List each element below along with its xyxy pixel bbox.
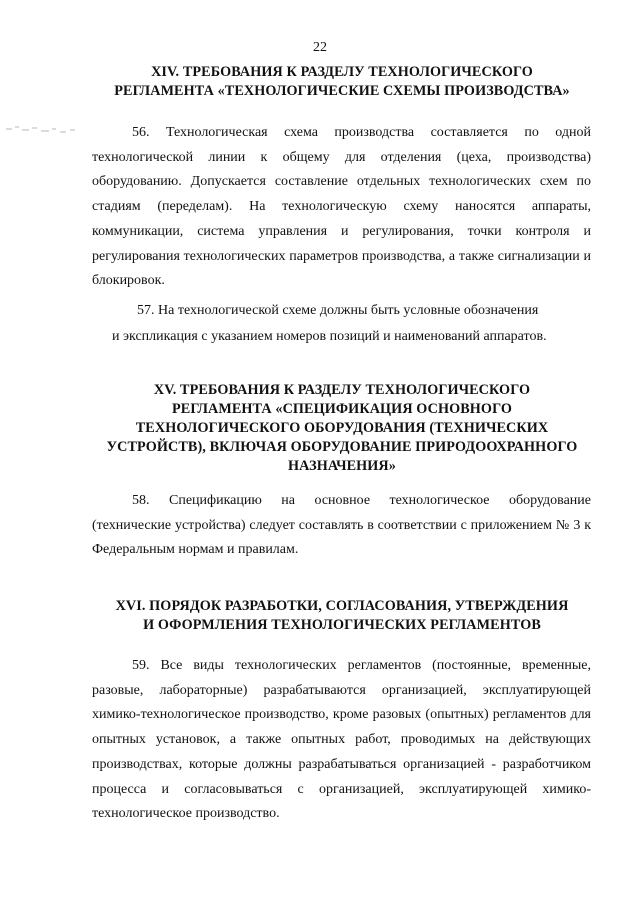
page-number: 22 xyxy=(313,40,327,55)
paragraph-text: 59. Все виды технологических регламентов (постоянные, временные, разовые, лабораторные) разрабатываются организацией, эксплуатирующей химико-технологическое производство, кроме разовых (опытных) регламентов для опытных установок, а также опытных работ, проводимых на действующих производствах, которые должны разрабатываться организацией - разработчиком процесса и согласовываться с организацией, эксплуатирующей химико-технологическое производство. xyxy=(92,658,591,822)
paragraph-57-line-1: 57. На технологической схеме должны быть условные обозначения xyxy=(137,303,539,318)
heading-line: РЕГЛАМЕНТА «ТЕХНОЛОГИЧЕСКИЕ СХЕМЫ ПРОИЗВОДСТВА» xyxy=(114,83,570,99)
heading-line: НАЗНАЧЕНИЯ» xyxy=(288,458,396,474)
paragraph-text: 56. Технологическая схема производства составляется по одной технологической линии к общему для отделения (цеха, производства) оборудованию. Допускается составление отдельных технологических схем по стадиям (переделам). На технологическую схему наносятся аппараты, коммуникации, система управления и регулирования, точки контроля и регулирования технологических параметров производства, а также сигнализации и блокировок. xyxy=(92,125,591,289)
heading-line: УСТРОЙСТВ), ВКЛЮЧАЯ ОБОРУДОВАНИЕ ПРИРОДООХРАННОГО xyxy=(106,439,578,455)
heading-line: РЕГЛАМЕНТА «СПЕЦИФИКАЦИЯ ОСНОВНОГО xyxy=(172,401,512,417)
paragraph-58 xyxy=(92,489,591,563)
heading-line: XIV. ТРЕБОВАНИЯ К РАЗДЕЛУ ТЕХНОЛОГИЧЕСКОГО xyxy=(151,64,533,80)
section-15-heading xyxy=(92,381,592,476)
section-16-heading xyxy=(92,597,592,635)
heading-line: ТЕХНОЛОГИЧЕСКОГО ОБОРУДОВАНИЯ (ТЕХНИЧЕСКИХ xyxy=(135,420,549,436)
paragraph-text: 58. Спецификацию на основное технологическое оборудование (технические устройства) следует составлять в соответствии с приложением № 3 к Федеральным нормам и правилам. xyxy=(92,493,591,558)
heading-line: XV. ТРЕБОВАНИЯ К РАЗДЕЛУ ТЕХНОЛОГИЧЕСКОГО xyxy=(153,382,531,398)
paragraph-56 xyxy=(92,121,591,294)
paragraph-57-line-2: и экспликация с указанием номеров позиций и наименований аппаратов. xyxy=(112,329,547,344)
section-14-heading xyxy=(92,63,592,101)
heading-line: XVI. ПОРЯДОК РАЗРАБОТКИ, СОГЛАСОВАНИЯ, УТВЕРЖДЕНИЯ xyxy=(115,598,569,614)
scan-artifact xyxy=(4,122,86,138)
heading-line: И ОФОРМЛЕНИЯ ТЕХНОЛОГИЧЕСКИХ РЕГЛАМЕНТОВ xyxy=(143,617,541,633)
paragraph-59 xyxy=(92,654,591,827)
